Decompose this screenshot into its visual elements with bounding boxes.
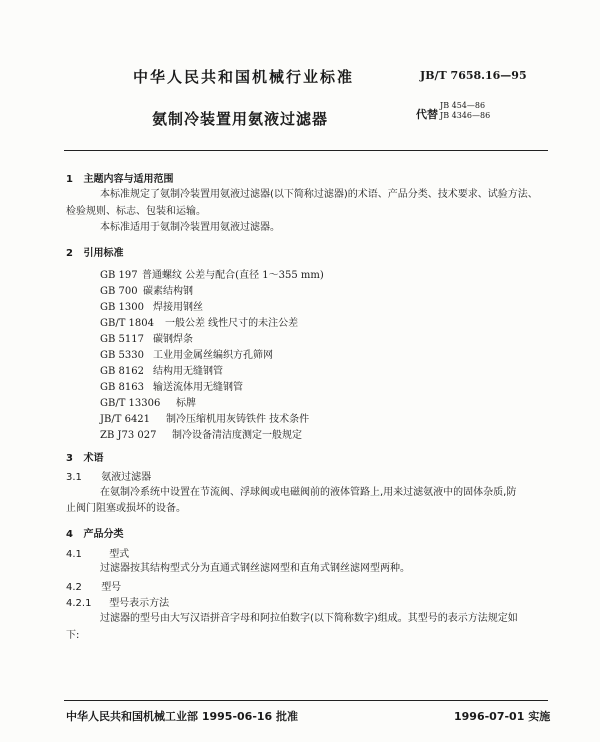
- subsection-4-1-heading: [66, 545, 129, 560]
- reference-code: GB/T 13306: [100, 398, 161, 409]
- reference-name: 制冷设备清洁度测定一般规定: [172, 430, 302, 441]
- section-4-heading: [66, 525, 123, 540]
- subsection-number: 4.1: [66, 549, 82, 560]
- section-1-paragraph-1-line-1: 本标准规定了氨制冷装置用氨液过滤器(以下简称过滤器)的术语、产品分类、技术要求、试验方法、: [100, 189, 538, 200]
- replaces-list: [440, 101, 490, 121]
- reference-item: [100, 394, 196, 409]
- reference-item: [100, 266, 324, 281]
- replaced-standard: JB 454—86: [440, 101, 486, 110]
- section-number: 3: [66, 453, 73, 464]
- reference-name: 结构用无缝钢管: [153, 366, 223, 377]
- subsection-3-1-heading: [66, 468, 151, 483]
- section-title: 产品分类: [83, 529, 124, 540]
- reference-code: GB 700: [100, 286, 138, 297]
- reference-code: JB/T 6421: [100, 414, 151, 425]
- reference-item: [100, 362, 223, 377]
- subsection-4-1-text: 过滤器按其结构型式分为直通式钢丝滤网型和直角式钢丝滤网型两种。: [100, 563, 410, 574]
- subsection-4-2-1-line-2: 下:: [66, 630, 80, 641]
- section-1-paragraph-2: 本标准适用于氨制冷装置用氨液过滤器。: [100, 222, 280, 233]
- section-title: 主题内容与适用范围: [83, 174, 174, 185]
- header-rule: [64, 150, 548, 151]
- subsection-number: 3.1: [66, 472, 82, 483]
- subsection-4-2-1-line-1: 过滤器的型号由大写汉语拼音字母和阿拉伯数字(以下简称数字)组成。其型号的表示方法规定如: [100, 613, 518, 624]
- section-1-heading: [66, 170, 173, 185]
- section-number: 1: [66, 174, 73, 185]
- section-3-line-2: 止阀门阻塞或损坏的设备。: [66, 503, 186, 514]
- reference-item: [100, 282, 193, 297]
- document-title: 氨制冷装置用氨液过滤器: [152, 110, 329, 128]
- subsection-title: 氨液过滤器: [101, 472, 152, 483]
- reference-item: [100, 330, 193, 345]
- reference-name: 制冷压缩机用灰铸铁件 技术条件: [166, 414, 310, 425]
- reference-code: GB 8163: [100, 382, 144, 393]
- reference-name: 碳钢焊条: [153, 334, 193, 345]
- section-2-heading: [66, 244, 123, 259]
- reference-code: GB/T 1804: [100, 318, 155, 329]
- header-title: 中华人民共和国机械行业标准: [133, 68, 355, 86]
- replaces-label: 代替: [416, 108, 438, 121]
- subsection-title: 型式: [109, 549, 130, 560]
- reference-name: 普通螺纹 公差与配合(直径 1～355 mm): [142, 270, 324, 281]
- reference-item: [100, 298, 203, 313]
- reference-code: GB 8162: [100, 366, 144, 377]
- reference-name: 工业用金属丝编织方孔筛网: [153, 350, 273, 361]
- section-1-paragraph-1-line-2: 检验规则、标志、包装和运输。: [66, 206, 206, 217]
- reference-item: [100, 346, 273, 361]
- section-number: 2: [66, 248, 73, 259]
- section-title: 引用标准: [83, 248, 124, 259]
- reference-item: [100, 314, 298, 329]
- standard-number: JB/T 7658.16—95: [420, 69, 527, 82]
- footer-rule: [64, 700, 548, 701]
- reference-item: [100, 426, 302, 441]
- reference-code: GB 5330: [100, 350, 144, 361]
- section-number: 4: [66, 529, 73, 540]
- subsection-number: 4.2: [66, 582, 82, 593]
- section-3-line-1: 在氨制冷系统中设置在节流阀、浮球阀或电磁阀前的液体管路上,用来过滤氨液中的固体杂质,防: [100, 487, 517, 498]
- reference-item: [100, 410, 309, 425]
- reference-name: 一般公差 线性尺寸的未注公差: [165, 318, 299, 329]
- reference-name: 标牌: [176, 398, 196, 409]
- reference-item: [100, 378, 243, 393]
- subsection-4-2-heading: [66, 578, 121, 593]
- footer-issuer: 中华人民共和国机械工业部 1995-06-16 批准: [66, 710, 299, 723]
- reference-name: 碳素结构钢: [143, 286, 193, 297]
- reference-name: 焊接用钢丝: [153, 302, 203, 313]
- replaced-standard: JB 4346—86: [440, 111, 491, 120]
- reference-code: GB 5117: [100, 334, 144, 345]
- section-3-heading: [66, 449, 103, 464]
- subsection-title: 型号: [101, 582, 122, 593]
- reference-code: GB 197: [100, 270, 138, 281]
- subsection-4-2-1-heading: [66, 594, 169, 609]
- footer-effective-date: 1996-07-01 实施: [454, 710, 551, 723]
- reference-code: ZB J73 027: [100, 430, 157, 441]
- reference-name: 输送流体用无缝钢管: [153, 382, 243, 393]
- subsection-title: 型号表示方法: [109, 598, 170, 609]
- subsection-number: 4.2.1: [66, 598, 92, 609]
- reference-code: GB 1300: [100, 302, 144, 313]
- section-title: 术语: [83, 453, 104, 464]
